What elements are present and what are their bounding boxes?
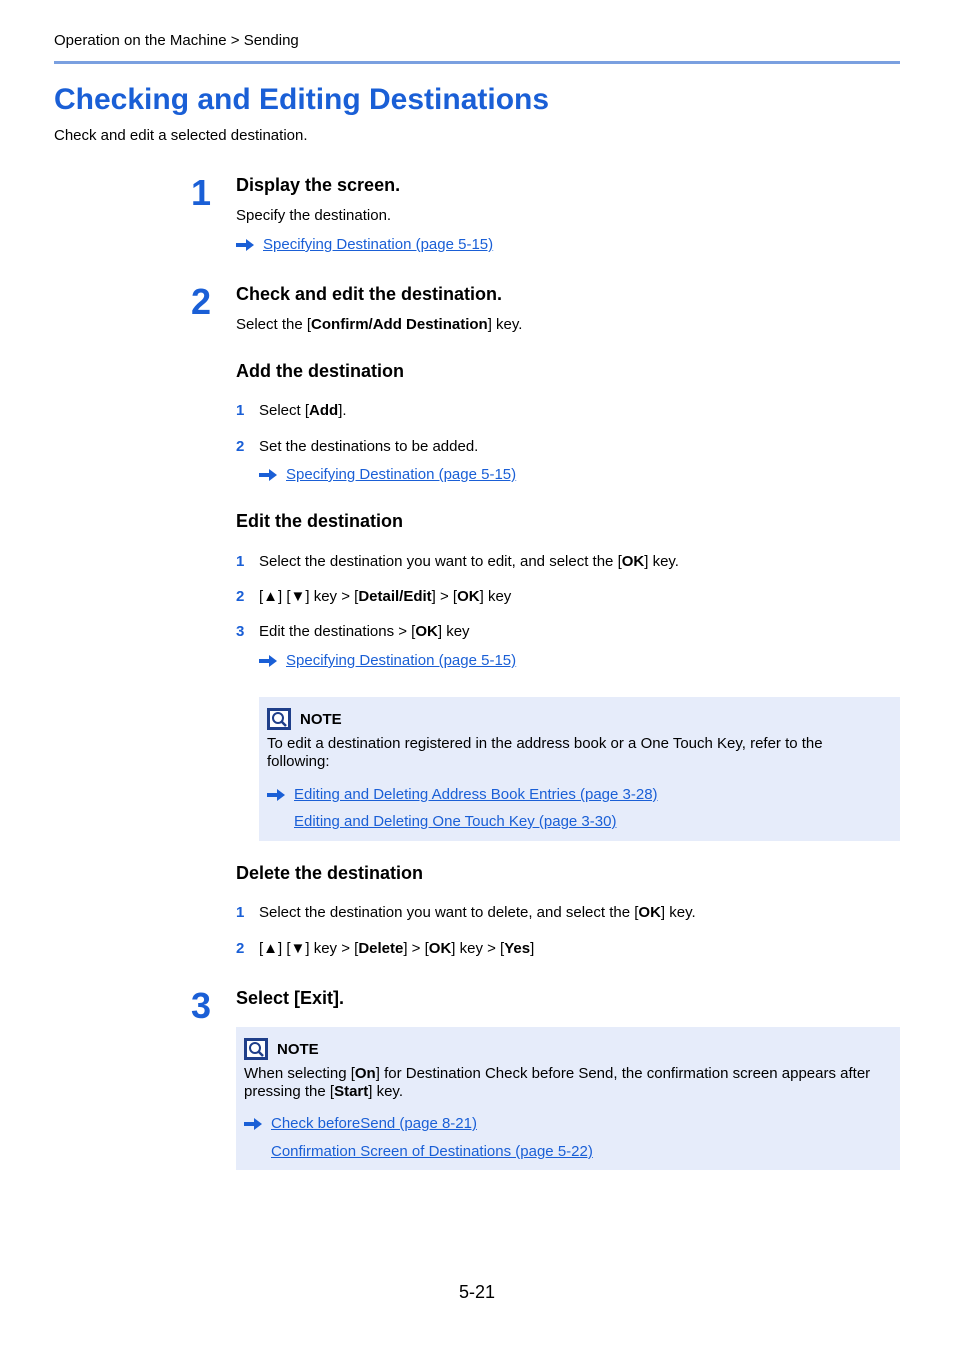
edit-destination-heading: Edit the destination xyxy=(236,511,404,531)
edit-item-2-number: 2 xyxy=(236,588,245,605)
edit-item-1-text: Select the destination you want to edit, and select the [OK] key. xyxy=(259,553,679,570)
step-1-link[interactable]: Specifying Destination (page 5-15) xyxy=(263,236,494,253)
step-3-title: Select [Exit]. xyxy=(236,988,345,1008)
add-item-2-text: Set the destinations to be added. xyxy=(259,438,479,455)
edit-note-reference-1 xyxy=(267,786,658,804)
delete-item-2-text: [▲] [▼] key > [Delete] > [OK] key > [Yes] xyxy=(259,940,535,957)
edit-note-box xyxy=(259,697,900,841)
edit-item-3-text: Edit the destinations > [OK] key xyxy=(259,623,470,640)
arrow-right-icon xyxy=(259,469,277,481)
delete-item-1-number: 1 xyxy=(236,904,245,921)
exit-note-link-1[interactable]: Check beforeSend (page 8-21) xyxy=(271,1115,477,1132)
step-1-reference xyxy=(236,236,493,254)
edit-item-3-number: 3 xyxy=(236,623,245,640)
delete-item-2-number: 2 xyxy=(236,940,245,957)
intro-text: Check and edit a selected destination. xyxy=(54,127,308,144)
edit-reference xyxy=(259,652,516,670)
step-1-number: 1 xyxy=(190,172,212,213)
add-destination-heading: Add the destination xyxy=(236,361,404,381)
edit-note-header xyxy=(267,708,342,730)
edit-link[interactable]: Specifying Destination (page 5-15) xyxy=(286,652,517,669)
page-number: 5-21 xyxy=(458,1282,496,1302)
arrow-right-icon xyxy=(259,655,277,667)
edit-item-1-number: 1 xyxy=(236,553,245,570)
arrow-right-icon xyxy=(267,789,285,801)
confirm-add-key: Confirm/Add Destination xyxy=(311,316,488,333)
edit-note-link-2[interactable]: Editing and Deleting One Touch Key (page 3-30) xyxy=(294,813,617,830)
step-2-title: Check and edit the destination. xyxy=(236,284,503,304)
exit-note-link-2[interactable]: Confirmation Screen of Destinations (page 5-22) xyxy=(271,1143,593,1160)
note-icon xyxy=(267,708,291,730)
add-item-2-number: 2 xyxy=(236,438,245,455)
exit-note-header xyxy=(244,1038,319,1060)
step-1-title: Display the screen. xyxy=(236,175,401,195)
exit-note-text: When selecting [On] for Destination Check before Send, the confirmation screen appears after pressing the [Start] key. xyxy=(244,1065,871,1100)
step-1-text: Specify the destination. xyxy=(236,207,392,224)
header-rule xyxy=(54,61,900,64)
delete-item-1-text: Select the destination you want to delete, and select the [OK] key. xyxy=(259,904,696,921)
step-3-number: 3 xyxy=(190,985,212,1026)
arrow-right-icon xyxy=(244,1118,262,1130)
delete-destination-heading: Delete the destination xyxy=(236,863,424,883)
step-2-number: 2 xyxy=(190,281,212,322)
exit-note-reference-2 xyxy=(271,1143,593,1161)
step-2-text: Select the [Confirm/Add Destination] key. xyxy=(236,316,523,333)
exit-note-label: NOTE xyxy=(277,1040,319,1058)
edit-item-2-text: [▲] [▼] key > [Detail/Edit] > [OK] key xyxy=(259,588,512,605)
note-icon xyxy=(244,1038,268,1060)
edit-note-text: To edit a destination registered in the address book or a One Touch Key, refer to the following: xyxy=(267,735,823,770)
add-link[interactable]: Specifying Destination (page 5-15) xyxy=(286,466,517,483)
add-item-1-number: 1 xyxy=(236,402,245,419)
exit-note-box xyxy=(236,1027,900,1170)
arrow-right-icon xyxy=(236,239,254,251)
breadcrumb: Operation on the Machine > Sending xyxy=(54,32,299,49)
exit-note-reference-1 xyxy=(244,1115,477,1133)
add-item-1-text: Select [Add]. xyxy=(259,402,347,419)
edit-note-link-1[interactable]: Editing and Deleting Address Book Entries (page 3-28) xyxy=(294,786,658,803)
add-reference xyxy=(259,466,516,484)
edit-note-reference-2 xyxy=(294,813,616,831)
edit-note-label: NOTE xyxy=(300,710,342,728)
page-title: Checking and Editing Destinations xyxy=(54,83,550,116)
